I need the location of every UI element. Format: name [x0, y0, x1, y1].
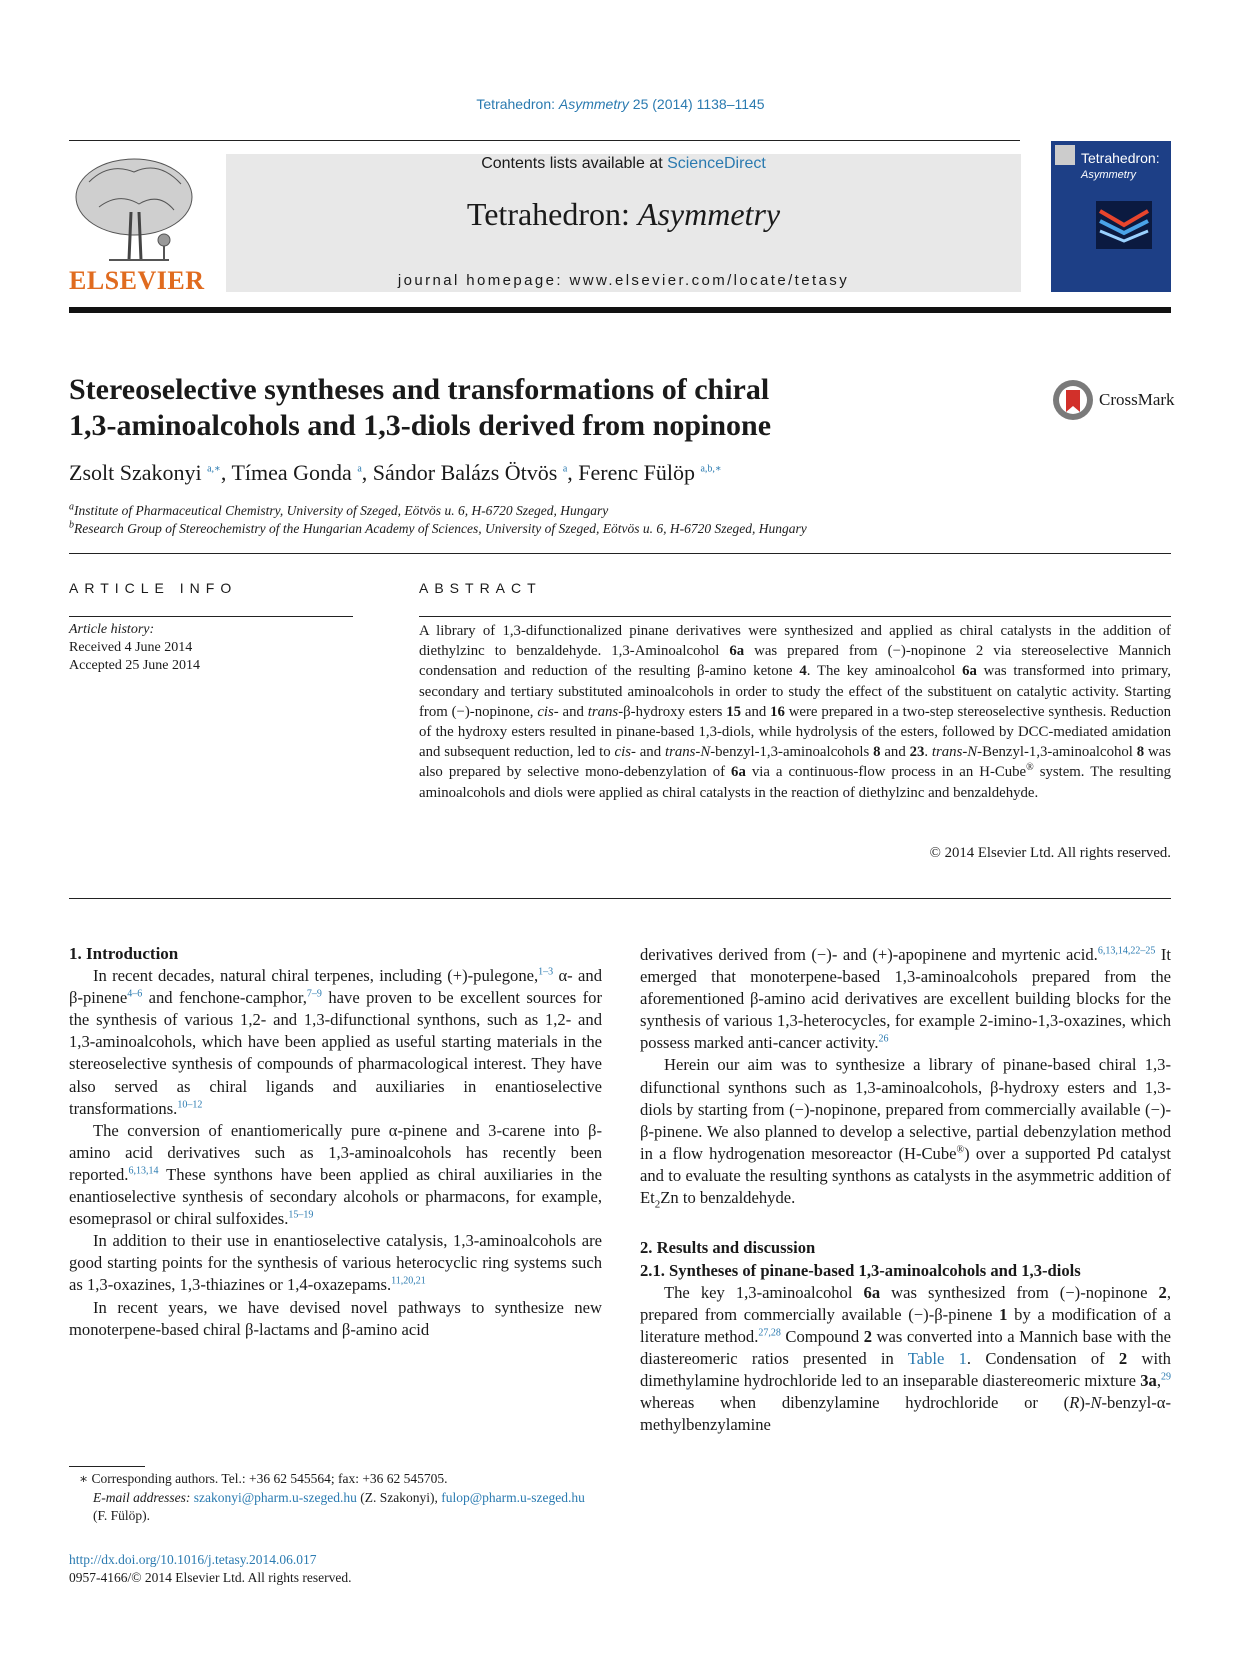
article-history	[69, 621, 353, 675]
body-paragraph: The key 1,3-aminoalcohol 6a was synthesized from (−)-nopinone 2, prepared from commercially available (−)-β-pinene 1 by a modification of a literature method.$^{27,28}$ Compound 2 was converted into a Mannich base with the diastereomeric ratios presented in Table 1. Condensation of 2 with dimethylamine hydrochloride led to an inseparable diastereomeric mixture 3a,$^{29}$ whereas when dibenzylamine hydrochloride or (R)-N-benzyl-α-methylbenzylamine	[640, 1282, 1172, 1435]
abstract-rule	[419, 616, 1171, 617]
body-column-left	[69, 943, 602, 1341]
header-thick-rule	[69, 307, 1171, 313]
contents-line: Contents lists available at ScienceDirect	[481, 155, 766, 172]
crossmark-icon	[1051, 378, 1095, 422]
author-name: Ferenc Fülöp	[578, 460, 695, 485]
email-link-fulop[interactable]: fulop@pharm.u-szeged.hu	[441, 1489, 585, 1505]
author-name: Sándor Balázs Ötvös	[372, 460, 558, 485]
doi-block	[69, 1551, 351, 1587]
section-heading-introduction: 1. Introduction	[69, 944, 179, 963]
affiliation-a: $^a$Institute of Pharmaceutical Chemistry, University of Szeged, Eötvös u. 6, H-6720 Szeged, Hungary	[69, 501, 609, 518]
cover-graphic-icon	[1096, 201, 1152, 249]
author-sup[interactable]: a	[357, 463, 362, 475]
cover-logo-icon	[1055, 145, 1075, 165]
crossmark-badge[interactable]	[1051, 378, 1181, 422]
footnotes: ∗ Corresponding authors. Tel.: +36 62 545564; fax: +36 62 545705. E-mail addresses: szakonyi@pharm.u-szeged.hu (Z. Szakonyi), fulop@pharm.u-szeged.hu (F. Fülöp).	[69, 1470, 602, 1526]
email-link-szakonyi[interactable]: szakonyi@pharm.u-szeged.hu	[193, 1489, 357, 1505]
history-label: Article history:	[69, 622, 155, 637]
journal-cover	[1051, 141, 1171, 292]
cover-subtitle: Asymmetry	[1081, 169, 1136, 181]
abstract-text: A library of 1,3-difunctionalized pinane derivatives were synthesized and applied as chiral catalysts in the addition of diethylzinc to benzaldehyde. 1,3-Aminoalcohol 6a was prepared from (−)-nopinone 2 via stereoselective Mannich condensation and reduction of the resulting β-amino ketone 4. The key aminoalcohol 6a was transformed into primary, secondary and tertiary substituted aminoalcohols in order to study the effect of the substituent on catalytic activity. Starting from (−)-nopinone, cis- and trans-β-hydroxy esters 15 and 16 were prepared in a two-step stereoselective synthesis. Reduction of the hydroxy esters resulted in pinane-based 1,3-diols, while hydrolysis of the esters, followed by DCC-mediated amidation and subsequent reduction, led to cis- and trans-N-benzyl-1,3-aminoalcohols 8 and 23. trans-N-Benzyl-1,3-aminoalcohol 8 was also prepared by selective mono-debenzylation of 6a via a continuous-flow process in an H-Cube® system. The resulting aminoalcohols and diols were applied as chiral catalysts in the reaction of diethylzinc and benzaldehyde.	[419, 623, 1172, 801]
author-sup[interactable]: a,b,∗	[700, 463, 722, 475]
article-info-rule	[69, 616, 353, 617]
header-rule	[69, 140, 1020, 141]
issn-line: 0957-4166/© 2014 Elsevier Ltd. All rights reserved.	[69, 1570, 352, 1585]
corresponding-footnote: ∗ Corresponding authors. Tel.: +36 62 545564; fax: +36 62 545705.	[79, 1471, 448, 1486]
author-sup[interactable]: a,∗	[207, 463, 221, 475]
received-date: Received 4 June 2014	[69, 640, 193, 655]
elsevier-wordmark: ELSEVIER	[69, 266, 205, 295]
body-paragraph: derivatives derived from (−)- and (+)-apopinene and myrtenic acid.$^{6,13,14,22-25}$ It emerged that monoterpene-based 1,3-aminoalcohols prepared from the aforementioned β-amino acid derivatives are excellent building blocks for the synthesis of various 1,3-heterocycles, for example 2-imino-1,3-oxazines, which possess marked anti-cancer activity.$^{26}$	[640, 945, 1171, 1053]
accepted-date: Accepted 25 June 2014	[69, 658, 201, 673]
author-name: Tímea Gonda	[231, 460, 352, 485]
cover-title: Tetrahedron:	[1081, 150, 1160, 166]
affiliation-b: $^b$Research Group of Stereochemistry of the Hungarian Academy of Sciences, University of Szeged, Eötvös u. 6, H-6720 Szeged, Hungary	[69, 519, 807, 536]
footnote-rule	[69, 1466, 145, 1467]
affiliation-rule	[69, 553, 1171, 554]
journal-homepage[interactable]: journal homepage: www.elsevier.com/locate/tetasy	[397, 272, 850, 289]
journal-title: Tetrahedron: Asymmetry	[466, 196, 781, 232]
abstract-heading: ABSTRACT	[419, 580, 542, 596]
article-title: Stereoselective syntheses and transformations of chiral 1,3-aminoalcohols and 1,3-diols derived from nopinone	[69, 373, 772, 442]
body-paragraph: In recent decades, natural chiral terpenes, including (+)-pulegone,$^{1-3}$ α- and β-pinene$^{4-6}$ and fenchone-camphor,$^{7-9}$ have proven to be excellent sources for the synthesis of various 1,2- and 1,3-difunctional synthons, such as 1,2- and 1,3-aminoalcohols, which have been applied as useful starting materials in the stereoselective synthesis of compounds of pharmacological interest. They have also served as chiral ligands and auxiliaries in enantioselective transformations.$^{10-12}$	[69, 966, 602, 1118]
author-name: Zsolt Szakonyi	[69, 460, 202, 485]
abstract-bottom-rule	[69, 898, 1171, 899]
journal-reference[interactable]: Tetrahedron: Asymmetry 25 (2014) 1138–1145	[476, 96, 765, 112]
sciencedirect-link[interactable]: ScienceDirect	[667, 155, 766, 172]
doi-link[interactable]: http://dx.doi.org/10.1016/j.tetasy.2014.06.017	[69, 1552, 317, 1567]
section-heading-results: 2. Results and discussion	[640, 1238, 816, 1258]
article-info-heading: ARTICLE INFO	[69, 580, 238, 596]
body-paragraph: In addition to their use in enantioselective catalysis, 1,3-aminoalcohols are good starting points for the synthesis of various heterocyclic ring systems such as 1,3-oxazines, 1,3-thiazines or 1,4-oxazepams.$^{11,20,21}$	[69, 1231, 602, 1295]
body-paragraph: The conversion of enantiomerically pure α-pinene and 3-carene into β-amino acid derivatives such as 1,3-aminoalcohols has recently been reported.$^{6,13,14}$ These synthons have been applied as chiral auxiliaries in the enantioselective synthesis of secondary alcohols or pharmacons, for example, esomeprasol or chiral sulfoxides.$^{15-19}$	[69, 1120, 602, 1229]
abstract-copyright: © 2014 Elsevier Ltd. All rights reserved.	[929, 845, 1171, 861]
table-1-link[interactable]: Table 1	[907, 1348, 967, 1368]
crossmark-label: CrossMark	[1099, 390, 1175, 409]
author-sup[interactable]: a	[562, 463, 568, 475]
body-paragraph: Herein our aim was to synthesize a library of pinane-based chiral 1,3-difunctional synthons such as 1,3-aminoalcohols, β-hydroxy esters and 1,3-diols by starting from (−)-nopinone, prepared from commercially available (−)-β-pinene. We also planned to develop a selective, partial debenzylation method in a flow hydrogenation mesoreactor (H-Cube®) over a supported Pd catalyst and to evaluate the resulting synthons as catalysts in the asymmetric addition of $Et_2Zn$ to benzaldehyde.	[640, 1055, 1171, 1211]
body-paragraph: In recent years, we have devised novel pathways to synthesize new monoterpene-based chiral β-lactams and β-amino acid	[69, 1297, 602, 1339]
author-list: Zsolt Szakonyi $^{a,∗}$, Tímea Gonda $^a$, Sándor Balázs Ötvös $^a$, Ferenc Fülöp $^{a,b,∗}$	[69, 460, 722, 485]
body-column-right	[640, 944, 1171, 1436]
subsection-heading: 2.1. Syntheses of pinane-based 1,3-aminoalcohols and 1,3-diols	[640, 1260, 1081, 1280]
